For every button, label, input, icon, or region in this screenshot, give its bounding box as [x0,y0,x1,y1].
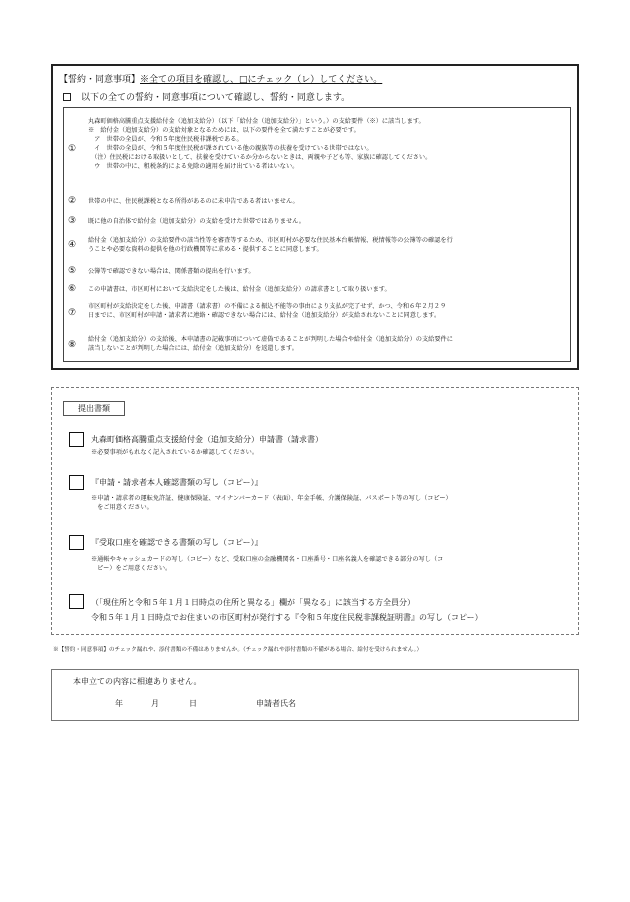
pledge-line: この申請書は、市区町村において支給決定をした後は、給付金（追加支給分）の請求書として取り扱います。 [88,286,391,293]
pledge-item-3 [88,217,566,226]
pledge-line: 公簿等で確認できない場合は、関係書類の提出を行います。 [88,268,255,275]
doc-checkbox-application[interactable] [69,432,84,447]
doc-note-tax-certificate [91,612,561,623]
applicant-name-label: 申請者氏名 [256,699,296,708]
agree-all-checkbox[interactable] [63,93,71,101]
pledge-line: うことや必要な資料の提供を他の行政機関等に求める・提供することに同意します。 [88,246,323,253]
pledge-line: 既に他の自治体で給付金（追加支給分）の支給を受けた世帯ではありません。 [88,218,305,225]
pledge-item-4 [88,236,566,254]
pledge-heading-instruction: ※全ての項目を確認し、□にチェック（レ）してください。 [140,75,383,85]
doc-checkbox-tax-certificate[interactable] [69,594,84,609]
pledge-item-8 [88,335,566,353]
pledge-line: 給付金（追加支給分）の支給要件の該当性等を審査等するため、市区町村が必要な住民基本台帳情報、税情報等の公簿等の確認を行 [88,237,453,244]
pledge-item-number: ⑧ [68,340,77,350]
doc-title-tax-certificate: （「現住所と令和５年１月１日時点の住所と異なる」欄が「異なる」に該当する方全員分） [91,598,415,607]
agree-all-row[interactable] [63,90,350,103]
pledge-line: 市区町村が支給決定をした後、申請書（請求書）の不備による振込不能等の事由により支払が完了せず、かつ、令和６年２月２９ [88,303,447,310]
pledge-item-6 [88,285,566,294]
documents-title: 提出書類 [63,401,125,416]
pledge-item-2 [88,197,566,206]
pledge-item-number: ④ [68,240,77,250]
pledge-line: 該当しないことが判明した場合には、給付金（追加支給分）を返還します。 [88,345,298,352]
pledge-line: （注）住民税における取扱いとして、扶養を受けているか分からないときは、両親や子ども等、家族に確認してください。 [88,154,432,161]
pledge-item-number: ⑤ [68,266,77,276]
doc-checkbox-bank[interactable] [69,535,84,550]
pledge-heading [59,72,382,85]
doc-note-line: ※必要事項がもれなく記入されているか確認してください。 [91,449,259,456]
pledge-line: 世帯の中に、住民税課税となる所得があるのに未申告である者はいません。 [88,198,299,205]
date-month-label: 月 [151,699,159,708]
doc-checkbox-identity[interactable] [69,475,84,490]
doc-note-line: 令和５年１月１日時点でお住まいの市区町村が発行する『令和５年度住民税非課税証明書』の写し（コピー） [91,613,483,622]
pledge-item-5 [88,267,566,276]
doc-title-identity: 『申請・請求者本人確認書類の写し（コピー）』 [91,478,263,487]
confirmation-text: 本申立ての内容に相違ありません。 [73,677,202,686]
pledge-item-number: ⑦ [68,308,77,318]
doc-note-line: ※通帳やキャッシュカードの写し（コピー）など、受取口座の金融機関名・口座番号・口座名義人を確認できる部分の写し（コ [91,556,444,563]
doc-note-line: ※申請・請求者の運転免許証、健康保険証、マイナンバーカード（表面）、年金手帳、介護保険証、パスポート等の写し（コピー） [91,495,452,502]
pledge-line: ウ 世帯の中に、租税条約による免除の適用を届け出ている者はいない。 [88,163,299,170]
pledge-line: イ 世帯の全員が、令和５年度住民税が課されている他の親族等の扶養を受けている世帯ではない。 [88,145,373,152]
pledge-item-7 [88,302,566,320]
date-day-label: 日 [189,699,197,708]
date-year-label: 年 [115,699,123,708]
doc-title-bank: 『受取口座を確認できる書類の写し（コピー）』 [91,538,263,547]
doc-note-application [91,448,561,457]
pledge-line: 丸森町価格高騰重点支援給付金（追加支給分）（以下「給付金（追加支給分）」という。）の支給要件（※）に該当します。 [88,118,425,125]
pledge-item-number: ③ [68,216,77,226]
doc-note-line: をご用意ください。 [91,504,153,511]
footnote: ※【誓約・同意事項】のチェック漏れや、添付書類の不備はありませんか。（チェック漏れや添付書類の不備がある場合、給付を受けられません。） [53,647,423,653]
pledge-line: ア 世帯の全員が、令和５年度住民税非課税である。 [88,136,243,143]
pledge-line: 日までに、市区町村が申請・請求者に連絡・確認できない場合には、給付金（追加支給分）が支給されないことに同意します。 [88,312,441,319]
doc-note-bank [91,555,561,573]
agree-all-label: 以下の全ての誓約・同意事項について確認し、誓約・同意します。 [81,93,351,103]
pledge-line: ※ 給付金（追加支給分）の支給対象となるためには、以下の要件を全て満たすことが必要です。 [88,127,360,134]
doc-note-identity [91,494,561,512]
pledge-heading-bracket: 【誓約・同意事項】 [59,75,141,85]
pledge-item-1 [88,117,566,171]
pledge-item-number: ① [68,144,77,154]
doc-note-line: ピー）をご用意ください。 [91,565,172,572]
doc-title-application: 丸森町価格高騰重点支援給付金（追加支給分）申請書（請求書） [91,435,323,444]
pledge-item-number: ② [68,196,77,206]
pledge-line: 給付金（追加支給分）の支給後、本申請書の記載事項について虚偽であることが判明した場合や給付金（追加支給分）の支給要件に [88,336,453,343]
pledge-item-number: ⑥ [68,284,77,294]
